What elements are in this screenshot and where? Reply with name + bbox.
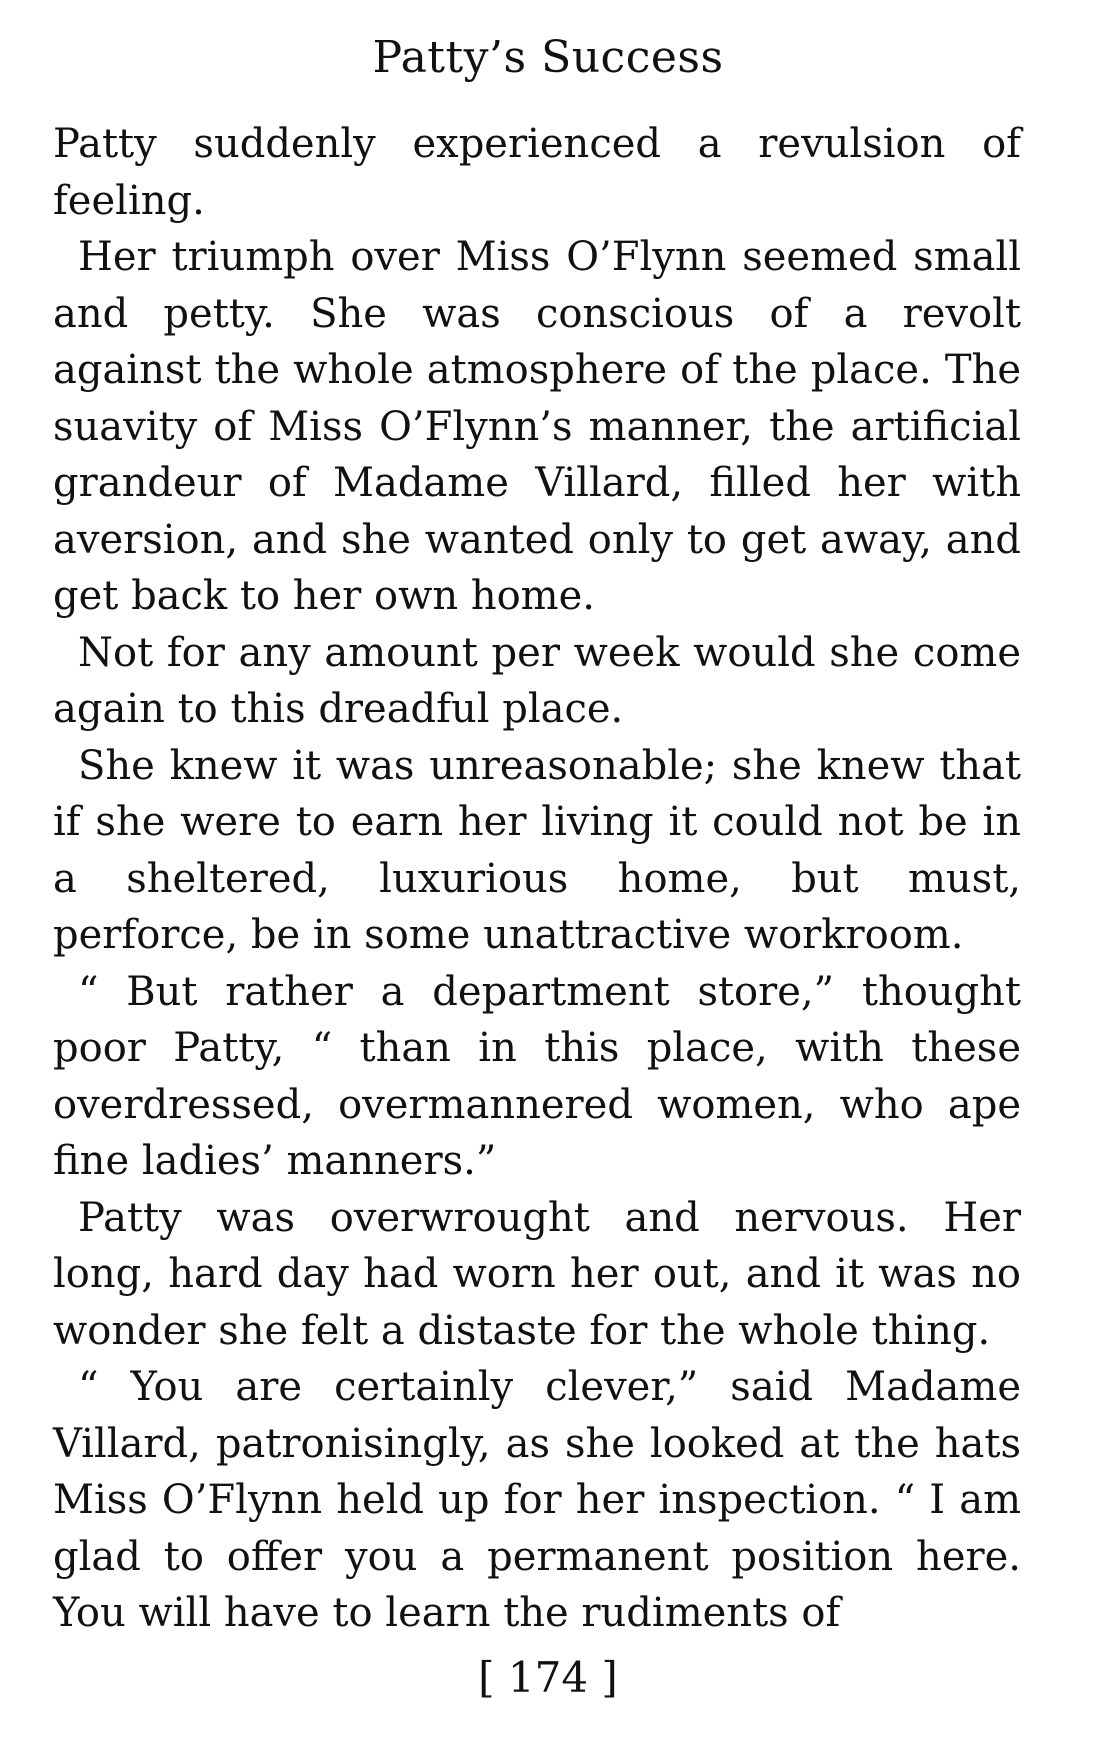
page-number: [ 174 ] — [478, 1653, 618, 1702]
paragraph: Patty suddenly experienced a revulsion of feeling. — [53, 121, 1021, 224]
paragraph: Not for any amount per week would she come again to this dreadful place. — [53, 629, 1021, 732]
running-head: Patty’s Success — [372, 32, 724, 83]
paragraph: Her triumph over Miss O’Flynn seemed small and petty. She was conscious of a revolt against the whole atmosphere of the place. The suavity of Miss O’Flynn’s manner, the artificial grandeur of Madame Villard, filled her with aversion, and she wanted only to get away, and get back to her own home. — [53, 234, 1021, 619]
body-text — [53, 116, 1021, 1642]
paragraph: “ You are certainly clever,” said Madame Villard, patronisingly, as she looked at the hats Miss O’Flynn held up for her inspection. “ I am glad to offer you a permanent position here. You will have to learn the rudiments of — [53, 1364, 1021, 1636]
paragraph: Patty was overwrought and nervous. Her long, hard day had worn her out, and it was no wonder she felt a distaste for the whole thing. — [53, 1194, 1021, 1354]
paragraph: She knew it was unreasonable; she knew that if she were to earn her living it could not be in a sheltered, luxurious home, but must, perforce, be in some unattractive workroom. — [53, 742, 1021, 958]
paragraph: “ But rather a department store,” thought poor Patty, “ than in this place, with these overdressed, overmannered women, who ape fine ladies’ manners.” — [53, 968, 1021, 1184]
